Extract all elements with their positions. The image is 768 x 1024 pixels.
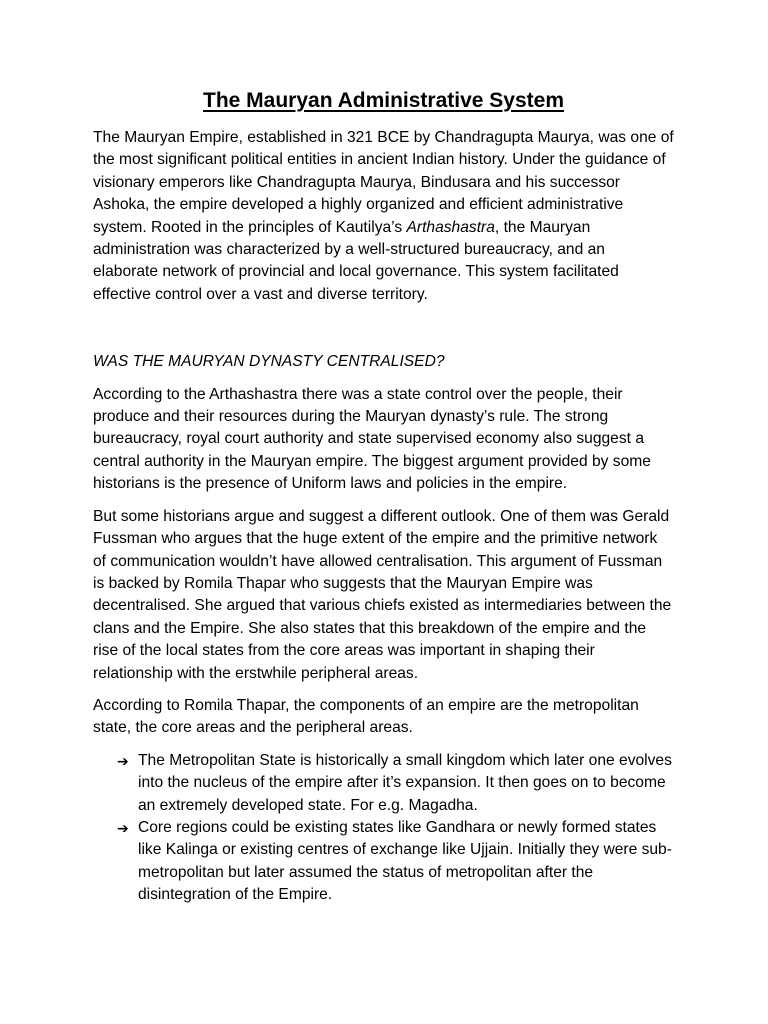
list-item bbox=[117, 750, 674, 817]
body-paragraph-1: According to the Arthashastra there was a state control over the people, their produce and their resources during the Mauryan dynasty’s rule. The strong bureaucracy, royal court authority and state supervised economy also suggest a central authority in the Mauryan empire. The biggest argument provided by some historians is the presence of Uniform laws and policies in the empire. bbox=[93, 385, 651, 493]
intro-paragraph bbox=[93, 127, 674, 306]
list-item bbox=[117, 817, 674, 907]
section-question-heading: WAS THE MAURYAN DYNASTY CENTRALISED? bbox=[93, 353, 445, 371]
intro-text-start: The Mauryan Empire, established in 321 BCE by Chandragupta Maurya, was one of the most significant political entities in ancient Indian history. Under the guidance of visionary emperors like Chandragupta Maurya, Bindusara and his successor Ashoka, the empire developed a highly organized and efficient administrative system. Rooted in the principles of Kautilya’s bbox=[93, 129, 674, 236]
bullet-list bbox=[93, 750, 674, 907]
list-item-text: Core regions could be existing states like Gandhara or newly formed states like Kalinga or existing centres of exchange like Ujjain. Initially they were sub-metropolitan but later assumed the status of metropolitan after the disintegration of the Empire. bbox=[138, 818, 672, 904]
body-paragraph-3: According to Romila Thapar, the components of an empire are the metropolitan state, the core areas and the peripheral areas. bbox=[93, 696, 639, 737]
arrow-right-icon: ➔ bbox=[117, 819, 129, 836]
intro-italic-term: Arthashastra bbox=[406, 218, 495, 236]
intro-text-end: , the Mauryan administration was characterized by a well-structured bureaucracy, and an elaborate network of provincial and local governance. This system facilitated effective control over a vast and diverse territory. bbox=[93, 218, 619, 303]
list-item-text: The Metropolitan State is historically a small kingdom which later one evolves into the nucleus of the empire after it’s expansion. It then goes on to become an extremely developed state. For e.g. Magadha. bbox=[138, 751, 672, 814]
arrow-right-icon: ➔ bbox=[117, 752, 129, 769]
document-title: The Mauryan Administrative System bbox=[203, 89, 564, 112]
body-paragraph-2: But some historians argue and suggest a different outlook. One of them was Gerald Fussman who argues that the huge extent of the empire and the primitive network of communication wouldn’t have allowed centralisation. This argument of Fussman is backed by Romila Thapar who suggests that the Mauryan Empire was decentralised. She argued that various chiefs existed as intermediaries between the clans and the Empire. She also states that this breakdown of the empire and the rise of the local states from the core areas was important in shaping their relationship with the erstwhile peripheral areas. bbox=[93, 507, 672, 682]
